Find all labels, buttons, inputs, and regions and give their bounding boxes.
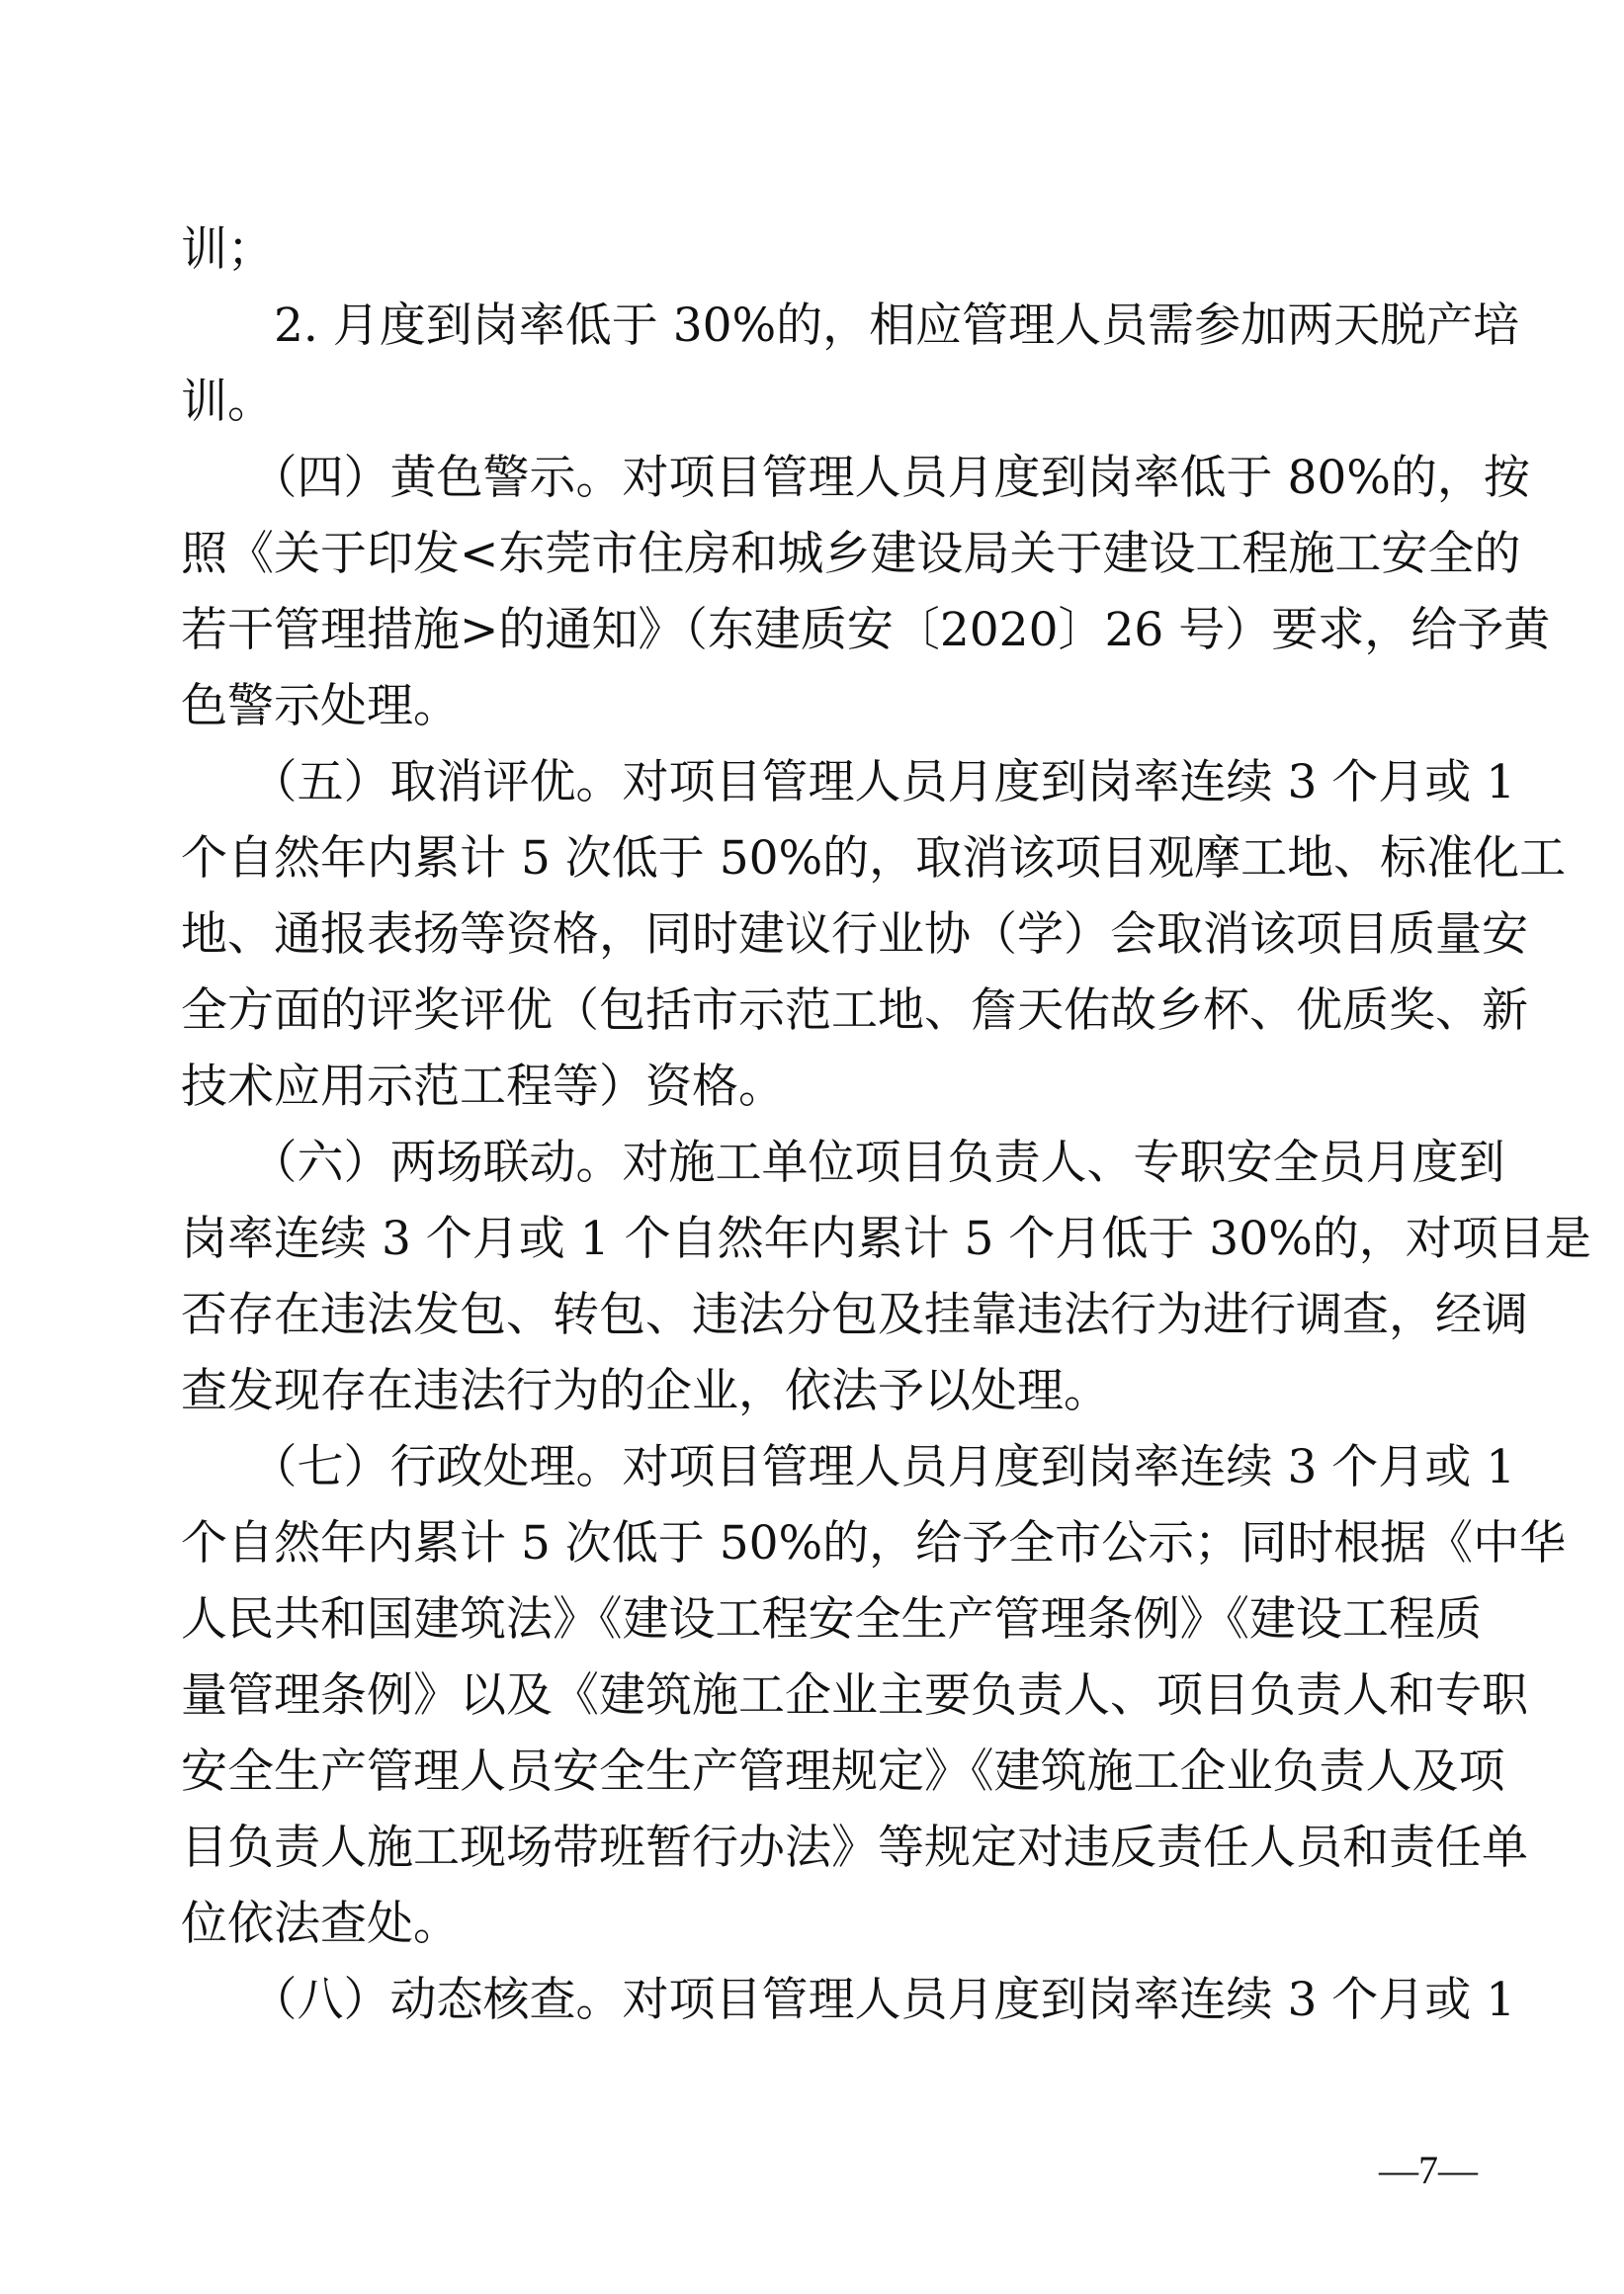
text-line: 查发现存在违法行为的企业，依法予以处理。 bbox=[181, 1364, 1110, 1418]
text-line: 全方面的评奖评优（包括市示范工地、詹天佑故乡杯、优质奖、新 bbox=[181, 983, 1528, 1038]
text-line: 训； bbox=[181, 222, 274, 277]
text-line: 否存在违法发包、转包、违法分包及挂靠违法行为进行调查，经调 bbox=[181, 1288, 1528, 1342]
text-line: （八）动态核查。对项目管理人员月度到岗率连续 3 个月或 1 bbox=[181, 1973, 1516, 2027]
text-line: 安全生产管理人员安全生产管理规定》《建筑施工企业负责人及项 bbox=[181, 1744, 1505, 1799]
text-line: （四）黄色警示。对项目管理人员月度到岗率低于 80%的，按 bbox=[181, 451, 1530, 505]
text-line: 量管理条例》以及《建筑施工企业主要负责人、项目负责人和专职 bbox=[181, 1668, 1528, 1723]
text-line: （七）行政处理。对项目管理人员月度到岗率连续 3 个月或 1 bbox=[181, 1440, 1516, 1494]
text-line: 技术应用示范工程等）资格。 bbox=[181, 1060, 785, 1114]
text-line: 地、通报表扬等资格，同时建议行业协（学）会取消该项目质量安 bbox=[181, 907, 1528, 962]
text-line: 目负责人施工现场带班暂行办法》等规定对违反责任人员和责任单 bbox=[181, 1821, 1528, 1875]
text-line: 色警示处理。 bbox=[181, 679, 460, 733]
text-line: 岗率连续 3 个月或 1 个自然年内累计 5 个月低于 30%的，对项目是 bbox=[181, 1212, 1591, 1266]
page-number: —7— bbox=[1379, 2148, 1478, 2192]
text-line: （六）两场联动。对施工单位项目负责人、专职安全员月度到 bbox=[181, 1136, 1505, 1190]
text-line: 人民共和国建筑法》《建设工程安全生产管理条例》《建设工程质 bbox=[181, 1592, 1482, 1647]
text-line: 位依法查处。 bbox=[181, 1897, 460, 1951]
text-line: 个自然年内累计 5 次低于 50%的，取消该项目观摩工地、标准化工 bbox=[181, 831, 1567, 886]
text-line: 2. 月度到岗率低于 30%的，相应管理人员需参加两天脱产培 bbox=[181, 298, 1520, 353]
text-line: 若干管理措施>的通知》（东建质安〔2020〕26 号）要求，给予黄 bbox=[181, 603, 1551, 657]
text-line: 个自然年内累计 5 次低于 50%的，给予全市公示；同时根据《中华 bbox=[181, 1516, 1567, 1571]
text-line: （五）取消评优。对项目管理人员月度到岗率连续 3 个月或 1 bbox=[181, 755, 1516, 809]
text-line: 训。 bbox=[181, 375, 274, 429]
text-line: 照《关于印发<东莞市住房和城乡建设局关于建设工程施工安全的 bbox=[181, 527, 1521, 581]
